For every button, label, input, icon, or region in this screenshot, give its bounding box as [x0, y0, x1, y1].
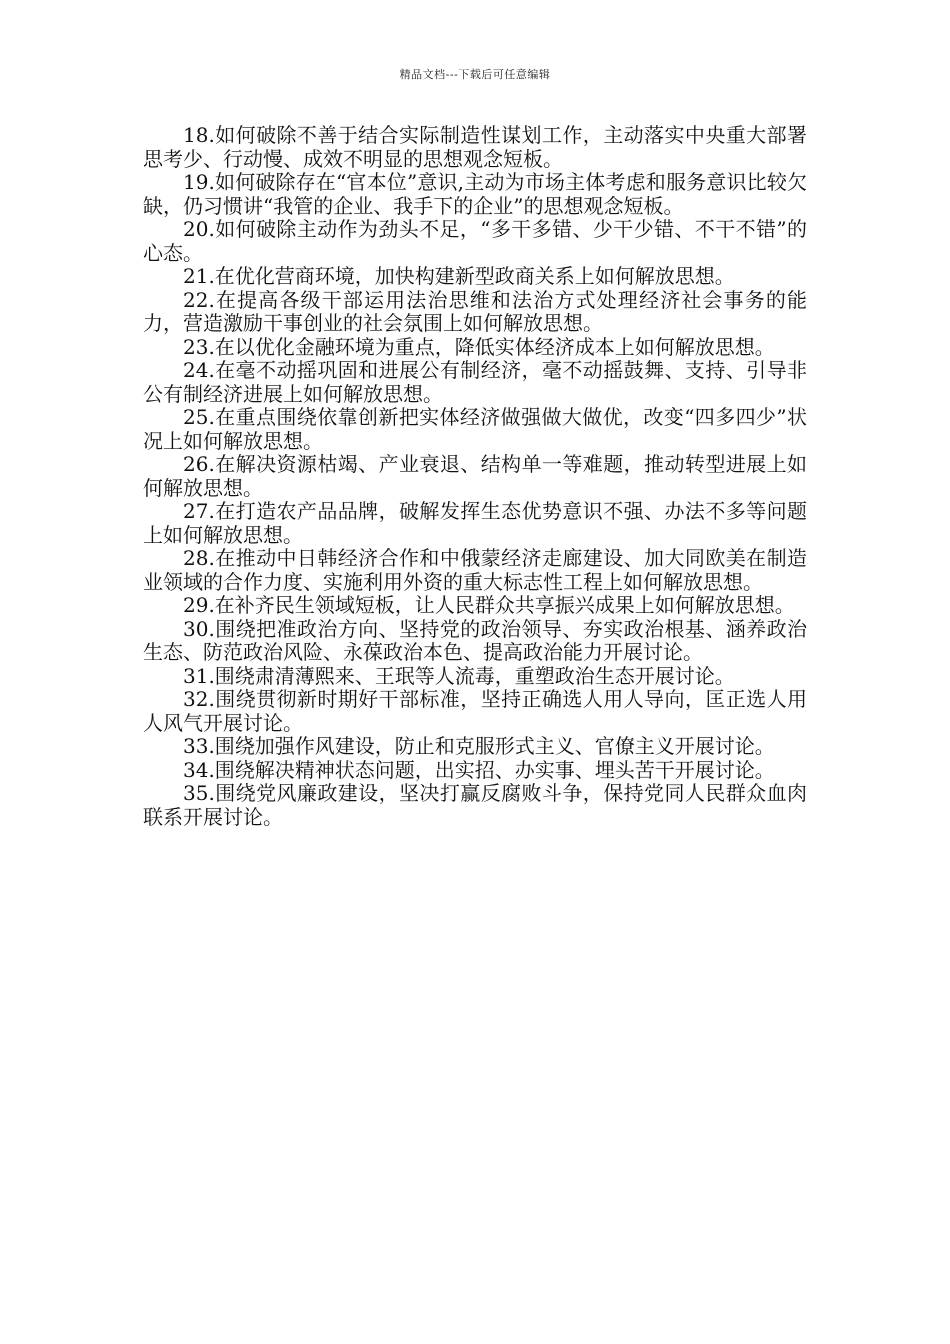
paragraph-33: 33.围绕加强作风建设，防止和克服形式主义、官僚主义开展讨论。 — [183, 734, 775, 758]
paragraph-26: 26.在解决资源枯竭、产业衰退、结构单一等难题，推动转型进展上如何解放思想。 — [143, 452, 807, 500]
paragraph-31: 31.围绕肃清薄熙来、王珉等人流毒，重塑政治生态开展讨论。 — [183, 663, 735, 688]
paragraph-34: 34.围绕解决精神状态问题，出实招、办实事、埋头苦干开展讨论。 — [183, 757, 775, 782]
paragraph-28: 28.在推动中日韩经济合作和中俄蒙经济走廊建设、加大同欧美在制造业领域的合作力度、实施利用外资的重大标志性工程上如何解放思想。 — [143, 546, 807, 594]
paragraph-35: 35.围绕党风廉政建设，坚决打赢反腐败斗争，保持党同人民群众血肉联系开展讨论。 — [143, 781, 807, 829]
paragraph-30: 30.围绕把准政治方向、坚持党的政治领导、夯实政治根基、涵养政治生态、防范政治风险、永葆政治本色、提高政治能力开展讨论。 — [143, 616, 807, 664]
paragraph-32: 32.围绕贯彻新时期好干部标准，坚持正确选人用人导向，匡正选人用人风气开展讨论。 — [143, 687, 807, 735]
paragraph-22: 22.在提高各级干部运用法治思维和法治方式处理经济社会事务的能力，营造激励干事创业的社会氛围上如何解放思想。 — [143, 287, 807, 335]
paragraph-29: 29.在补齐民生领域短板，让人民群众共享振兴成果上如何解放思想。 — [183, 593, 795, 617]
paragraph-19: 19.如何破除存在“官本位”意识,主动为市场主体考虑和服务意识比较欠缺，仍习惯讲“我管的企业、我手下的企业”的思想观念短板。 — [143, 170, 807, 218]
paragraph-27: 27.在打造农产品品牌，破解发挥生态优势意识不强、办法不多等问题上如何解放思想。 — [143, 499, 807, 547]
document-body — [143, 124, 807, 829]
page-header: 精品文档---下载后可任意编辑 — [399, 68, 551, 81]
paragraph-20: 20.如何破除主动作为劲头不足，“多干多错、少干少错、不干不错”的心态。 — [143, 217, 807, 265]
paragraph-21: 21.在优化营商环境，加快构建新型政商关系上如何解放思想。 — [183, 264, 735, 288]
paragraph-24: 24.在毫不动摇巩固和进展公有制经济，毫不动摇鼓舞、支持、引导非公有制经济进展上如何解放思想。 — [143, 358, 807, 406]
paragraph-18: 18.如何破除不善于结合实际制造性谋划工作，主动落实中央重大部署思考少、行动慢、成效不明显的思想观念短板。 — [143, 123, 807, 171]
paragraph-23: 23.在以优化金融环境为重点，降低实体经济成本上如何解放思想。 — [183, 334, 775, 359]
paragraph-25: 25.在重点围绕依靠创新把实体经济做强做大做优，改变“四多四少”状况上如何解放思想。 — [143, 405, 807, 453]
